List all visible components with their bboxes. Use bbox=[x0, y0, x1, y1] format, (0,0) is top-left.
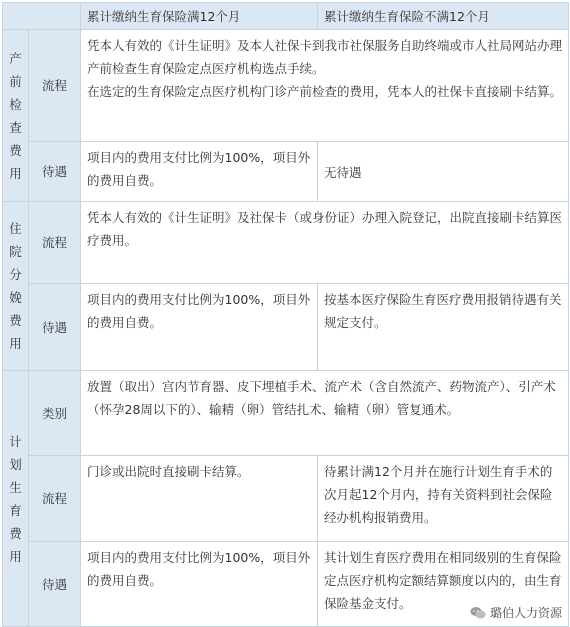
table-row bbox=[3, 202, 569, 284]
maternity-insurance-table bbox=[2, 2, 569, 627]
content-cell: 待累计满12个月并在施行计划生育手术的次月起12个月内，持有关资料到社会保险经办机构报销费用。 bbox=[318, 456, 569, 542]
paragraph: 凭本人有效的《计生证明》及本人社保卡到我市社保服务自助终端或市人社局网站办理产前检查生育保险定点医疗机构选点手续。 bbox=[87, 38, 563, 76]
content-cell: 项目内的费用支付比例为100%，项目外的费用自费。 bbox=[81, 284, 318, 371]
wechat-icon bbox=[470, 606, 486, 620]
category-char: 费 bbox=[9, 525, 22, 541]
category-char: 产 bbox=[9, 50, 22, 66]
watermark-text: 璐伯人力资源 bbox=[489, 606, 562, 620]
paragraph: 放置（取出）宫内节育器、皮下埋植手术、流产术（含自然流产、药物流产）、引产术（怀孕28周以下的）、输精（卵）管结扎术、输精（卵）管复通术。 bbox=[87, 379, 556, 417]
merged-content-cell bbox=[81, 202, 569, 284]
content-cell: 按基本医疗保险生育医疗费用报销待遇有关规定支付。 bbox=[318, 284, 569, 371]
category-cell bbox=[3, 371, 29, 627]
category-char: 住 bbox=[9, 221, 22, 236]
category-char: 划 bbox=[9, 456, 22, 472]
row-label: 流程 bbox=[29, 202, 81, 284]
category-char: 育 bbox=[9, 502, 22, 518]
category-char: 查 bbox=[9, 119, 22, 135]
watermark bbox=[470, 604, 562, 621]
category-char: 费 bbox=[9, 313, 22, 328]
category-char: 检 bbox=[9, 96, 22, 112]
table-row bbox=[3, 371, 569, 456]
category-cell bbox=[3, 30, 29, 202]
category-char: 用 bbox=[9, 336, 22, 351]
table-row bbox=[3, 456, 569, 542]
category-char: 费 bbox=[9, 142, 22, 158]
paragraph: 凭本人有效的《计生证明》及社保卡（或身份证）办理入院登记，出院直接刷卡结算医疗费用。 bbox=[87, 210, 563, 248]
header-blank-cell bbox=[3, 3, 81, 30]
category-char: 分 bbox=[9, 267, 22, 282]
content-cell: 项目内的费用支付比例为100%，项目外的费用自费。 bbox=[81, 142, 318, 202]
row-label: 流程 bbox=[29, 456, 81, 542]
category-char: 计 bbox=[9, 433, 22, 449]
table-row bbox=[3, 284, 569, 371]
category-cell bbox=[3, 202, 29, 371]
row-label: 类别 bbox=[29, 371, 81, 456]
category-char: 用 bbox=[9, 165, 22, 181]
content-cell: 无待遇 bbox=[318, 142, 569, 202]
content-cell: 门诊或出院时直接刷卡结算。 bbox=[81, 456, 318, 542]
category-char: 前 bbox=[9, 73, 22, 89]
row-label: 流程 bbox=[29, 30, 81, 142]
paragraph: 在选定的生育保险定点医疗机构门诊产前检查的费用，凭本人的社保卡直接刷卡结算。 bbox=[87, 84, 563, 99]
category-char: 院 bbox=[9, 244, 22, 259]
merged-content-cell bbox=[81, 30, 569, 142]
content-cell: 项目内的费用支付比例为100%，项目外的费用自费。 bbox=[81, 542, 318, 627]
category-char: 娩 bbox=[9, 290, 22, 305]
table-row bbox=[3, 30, 569, 142]
category-char: 生 bbox=[9, 479, 22, 495]
content-cell: 其计划生育医疗费用在相同级别的生育保险定点医疗机构定额结算额度以内的，由生育保险基金支付。 bbox=[318, 542, 569, 627]
table-row bbox=[3, 142, 569, 202]
category-char: 用 bbox=[9, 548, 22, 564]
header-row bbox=[3, 3, 569, 30]
merged-content-cell bbox=[81, 371, 569, 456]
header-col-under-12-months: 累计缴纳生育保险不满12个月 bbox=[318, 3, 569, 30]
row-label: 待遇 bbox=[29, 142, 81, 202]
row-label: 待遇 bbox=[29, 284, 81, 371]
header-col-12-months: 累计缴纳生育保险满12个月 bbox=[81, 3, 318, 30]
row-label: 待遇 bbox=[29, 542, 81, 627]
